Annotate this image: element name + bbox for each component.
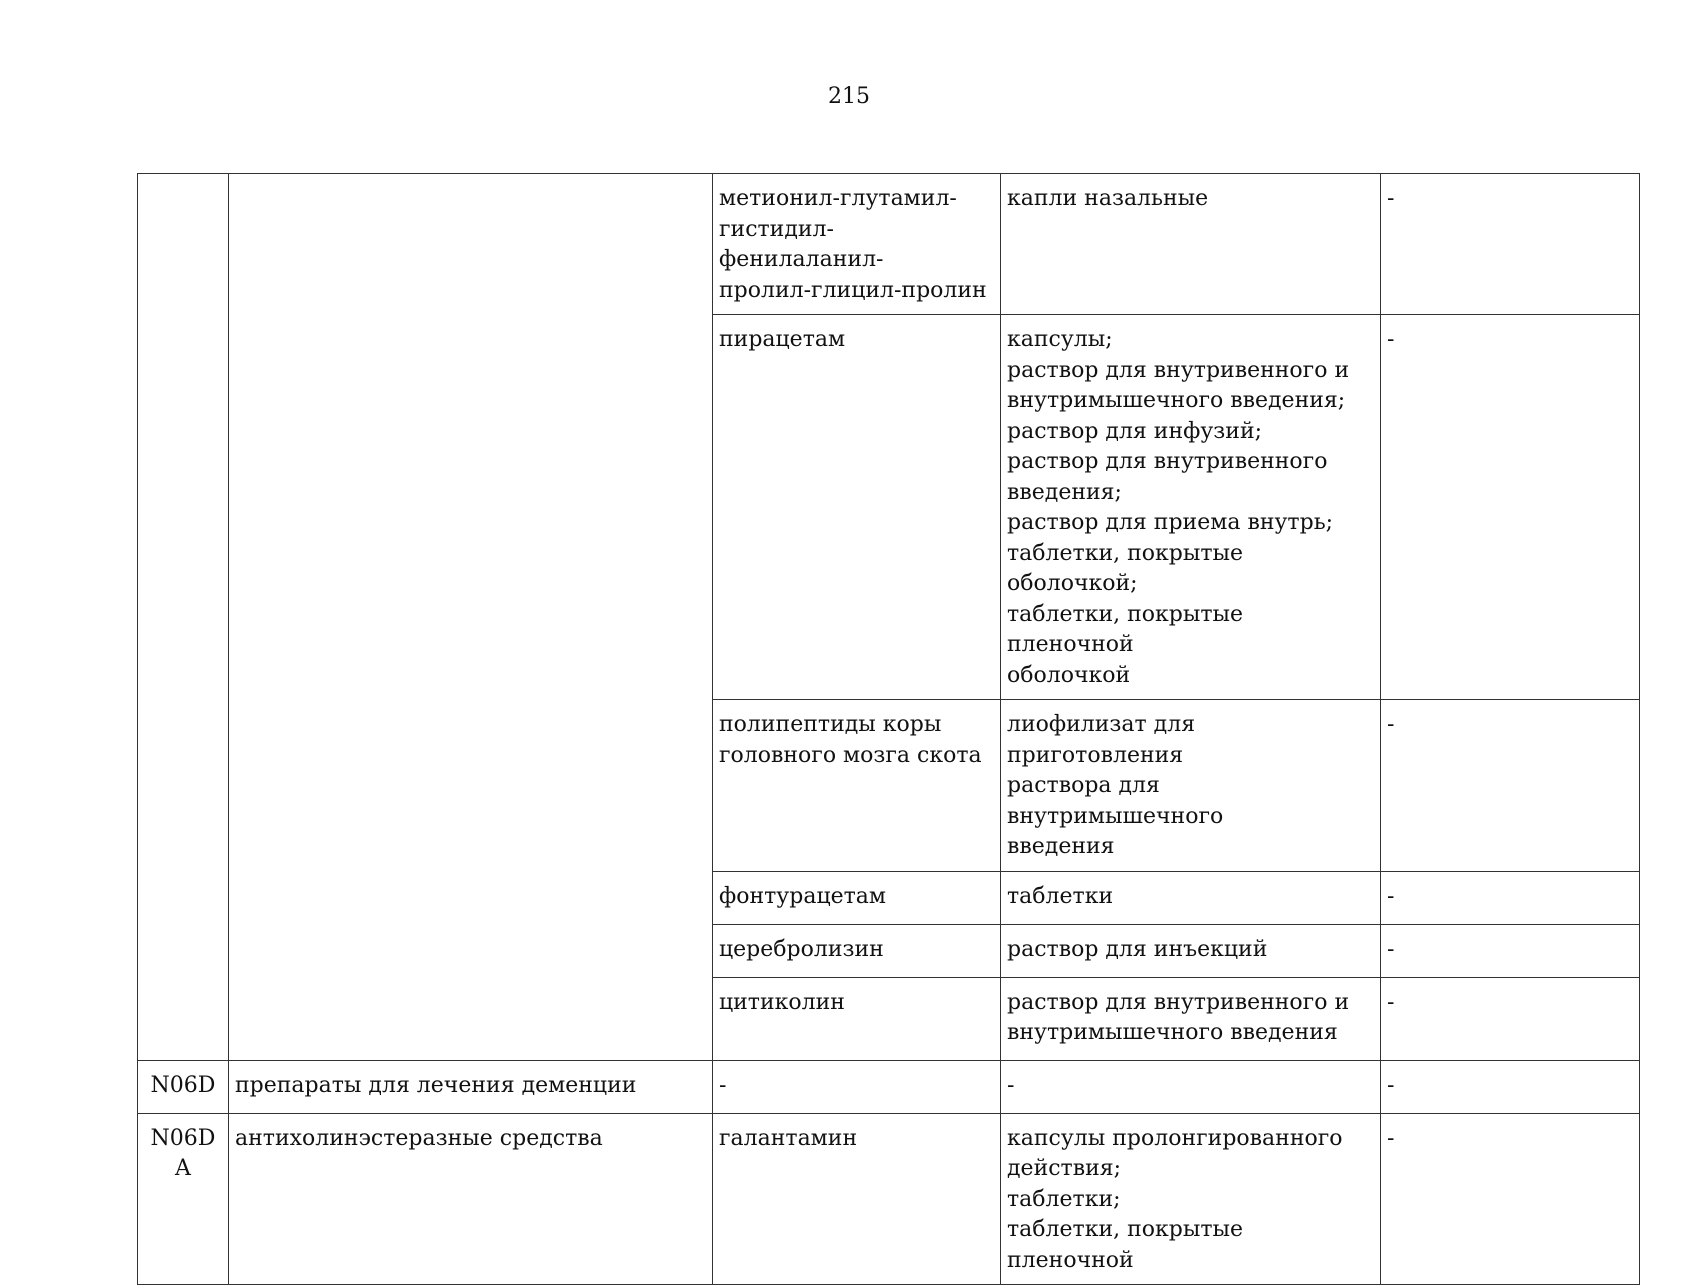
dosage-form-cell: таблетки bbox=[1001, 871, 1381, 924]
drug-name-cell: цитиколин bbox=[713, 977, 1001, 1060]
note-cell: - bbox=[1381, 1113, 1640, 1285]
atc-code-cell: N06D bbox=[138, 1060, 229, 1113]
page-number: 215 bbox=[828, 84, 870, 109]
table-row bbox=[138, 1113, 1640, 1285]
drug-name-cell: полипептиды коры головного мозга скота bbox=[713, 700, 1001, 872]
note-cell: - bbox=[1381, 871, 1640, 924]
drug-name-cell: церебролизин bbox=[713, 924, 1001, 977]
note-cell: - bbox=[1381, 1060, 1640, 1113]
table-row bbox=[138, 174, 1640, 315]
group-cell: препараты для лечения деменции bbox=[229, 1060, 713, 1113]
dosage-form-cell: капсулы; раствор для внутривенного и внутримышечного введения; раствор для инфузий; раствор для внутривенного введения; раствор для приема внутрь; таблетки, покрытые оболочкой; таблетки, покрытые пленочной оболочкой bbox=[1001, 315, 1381, 700]
note-cell: - bbox=[1381, 315, 1640, 700]
drug-name-cell: метионил-глутамил- гистидил-фенилаланил- пролил-глицил-пролин bbox=[713, 174, 1001, 315]
drug-name-cell: галантамин bbox=[713, 1113, 1001, 1285]
group-cell bbox=[229, 174, 713, 1061]
dosage-form-cell: лиофилизат для приготовления раствора для внутримышечного введения bbox=[1001, 700, 1381, 872]
drug-name-cell: фонтурацетам bbox=[713, 871, 1001, 924]
dosage-form-cell: раствор для внутривенного и внутримышечного введения bbox=[1001, 977, 1381, 1060]
note-cell: - bbox=[1381, 174, 1640, 315]
atc-code-cell: N06D A bbox=[138, 1113, 229, 1285]
drug-name-cell: пирацетам bbox=[713, 315, 1001, 700]
drug-name-cell: - bbox=[713, 1060, 1001, 1113]
table-row bbox=[138, 1060, 1640, 1113]
note-cell: - bbox=[1381, 700, 1640, 872]
dosage-form-cell: - bbox=[1001, 1060, 1381, 1113]
atc-code-cell bbox=[138, 174, 229, 1061]
dosage-form-cell: капли назальные bbox=[1001, 174, 1381, 315]
group-cell: антихолинэстеразные средства bbox=[229, 1113, 713, 1285]
note-cell: - bbox=[1381, 977, 1640, 1060]
note-cell: - bbox=[1381, 924, 1640, 977]
drug-table bbox=[137, 173, 1640, 1285]
dosage-form-cell: раствор для инъекций bbox=[1001, 924, 1381, 977]
dosage-form-cell: капсулы пролонгированного действия; таблетки; таблетки, покрытые пленочной bbox=[1001, 1113, 1381, 1285]
